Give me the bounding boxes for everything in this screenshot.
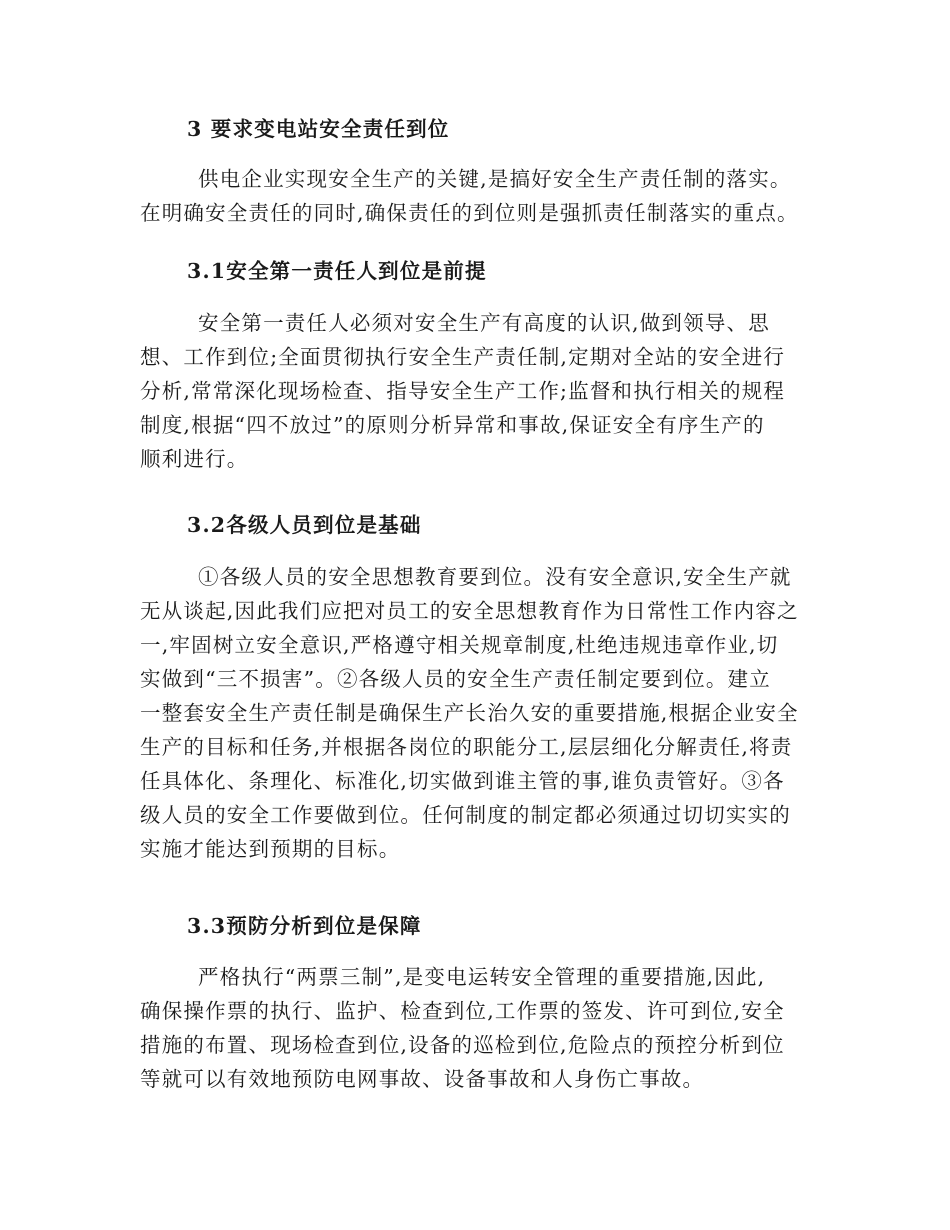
section-heading-3-1: 3.1安全第一责任人到位是前提 xyxy=(187,259,487,283)
text-line: 一整套安全生产责任制是确保生产长治久安的重要措施,根据企业安全 xyxy=(140,701,799,725)
text-line: 确保操作票的执行、监护、检查到位,工作票的签发、许可到位,安全 xyxy=(140,999,785,1023)
text-line: 安全第一责任人必须对安全生产有高度的认识,做到领导、思 xyxy=(198,311,770,335)
section-heading-3-2: 3.2各级人员到位是基础 xyxy=(187,513,422,537)
section-3-2-paragraph xyxy=(140,560,812,866)
text-line: 严格执行“两票三制”,是变电运转安全管理的重要措施,因此, xyxy=(198,965,766,989)
text-line: 等就可以有效地预防电网事故、设备事故和人身伤亡事故。 xyxy=(140,1067,705,1091)
text-line: 无从谈起,因此我们应把对员工的安全思想教育作为日常性工作内容之 xyxy=(140,599,799,623)
section-3-1-paragraph xyxy=(140,306,812,476)
text-line: 分析,常常深化现场检查、指导安全生产工作;监督和执行相关的规程 xyxy=(140,379,786,403)
text-line: 实做到“三不损害”。②各级人员的安全生产责任制定要到位。建立 xyxy=(140,667,771,691)
text-line: 在明确安全责任的同时,确保责任的到位则是强抓责任制落实的重点。 xyxy=(140,201,799,225)
section-heading-3-3: 3.3预防分析到位是保障 xyxy=(187,914,422,938)
text-line: 措施的布置、现场检查到位,设备的巡检到位,危险点的预控分析到位 xyxy=(140,1033,785,1057)
text-line: 生产的目标和任务,并根据各岗位的职能分工,层层细化分解责任,将责 xyxy=(140,735,793,759)
section-3-3-paragraph xyxy=(140,960,812,1096)
text-line: 想、工作到位;全面贯彻执行安全生产责任制,定期对全站的安全进行 xyxy=(140,345,786,369)
section-3-paragraph xyxy=(140,162,812,230)
section-heading-3: 3 要求变电站安全责任到位 xyxy=(187,117,450,141)
text-line: ①各级人员的安全思想教育要到位。没有安全意识,安全生产就 xyxy=(198,565,792,589)
text-line: 一,牢固树立安全意识,严格遵守相关规章制度,杜绝违规违章作业,切 xyxy=(140,633,779,657)
text-line: 实施才能达到预期的目标。 xyxy=(140,837,401,861)
text-line: 顺利进行。 xyxy=(140,447,249,471)
text-line: 制度,根据“四不放过”的原则分析异常和事故,保证安全有序生产的 xyxy=(140,413,765,437)
text-line: 级人员的安全工作要做到位。任何制度的制定都必须通过切切实实的 xyxy=(140,803,791,827)
text-line: 供电企业实现安全生产的关键,是搞好安全生产责任制的落实。 xyxy=(198,167,792,191)
text-line: 任具体化、条理化、标准化,切实做到谁主管的事,谁负责管好。③各 xyxy=(140,769,785,793)
